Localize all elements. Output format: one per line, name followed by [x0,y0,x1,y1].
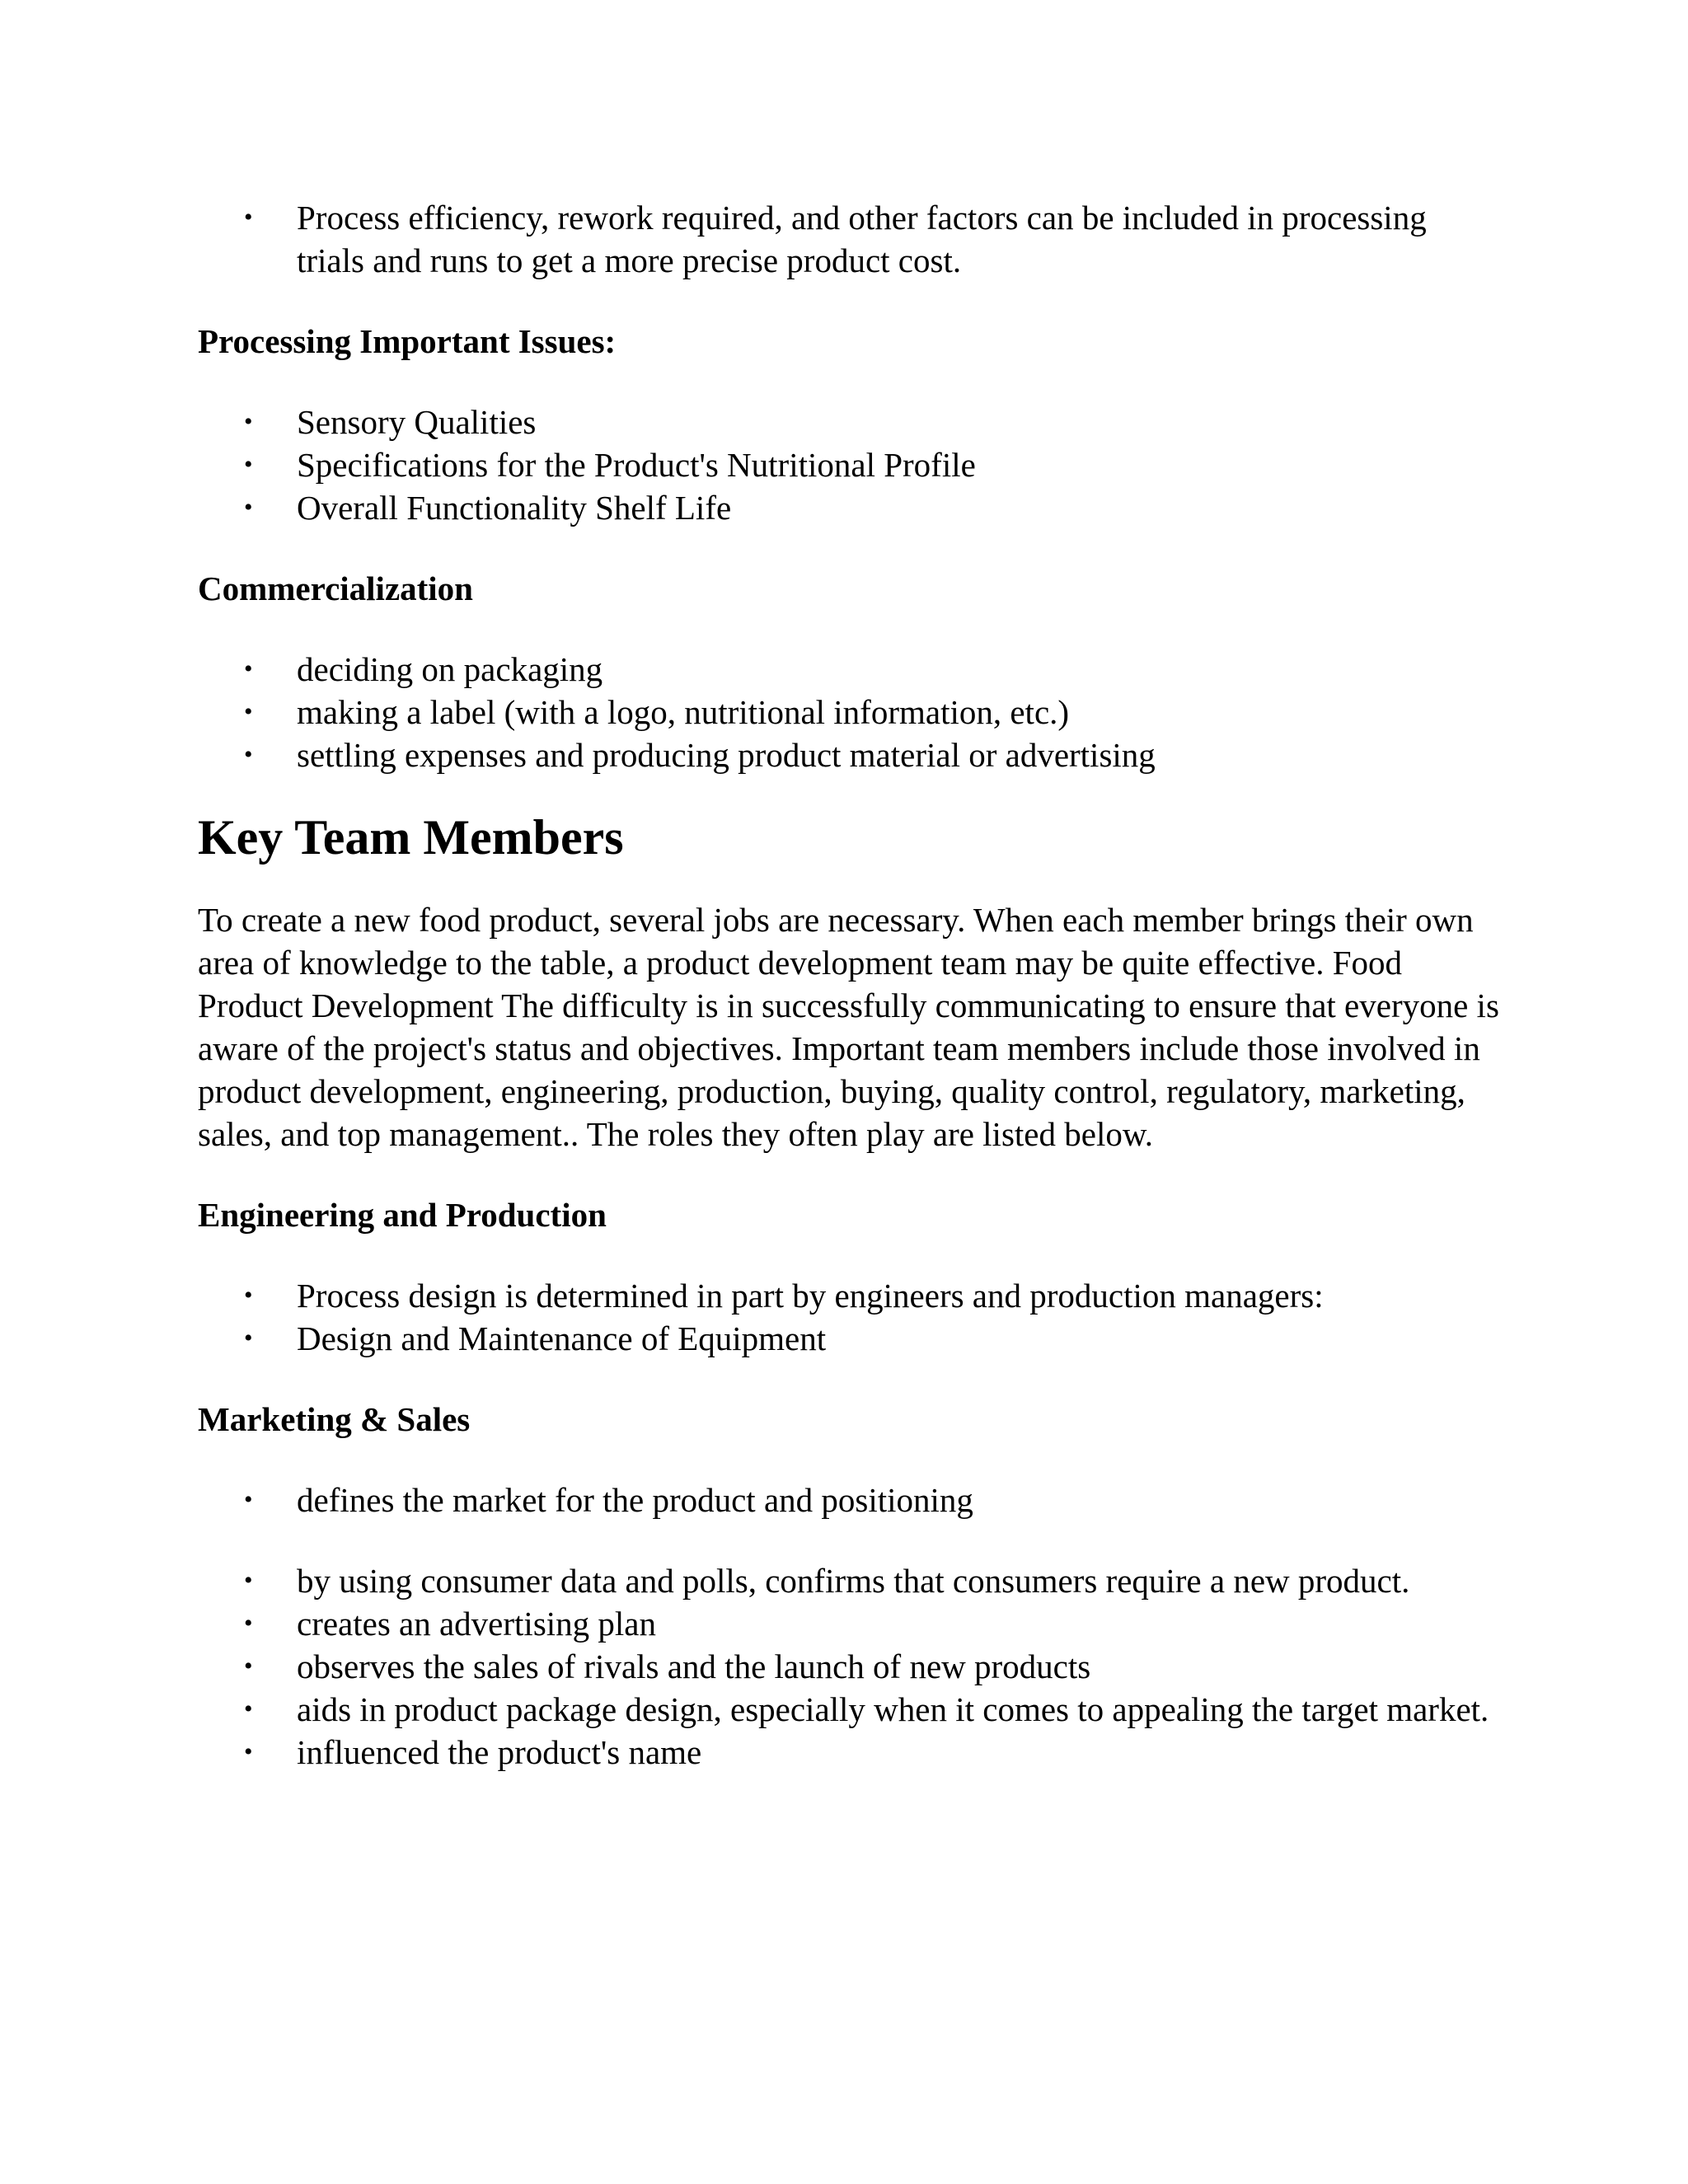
list-item [198,1479,1500,1521]
commercialization-heading: Commercialization [198,569,473,607]
engineering-heading: Engineering and Production [198,1196,607,1234]
list-item [198,401,1500,443]
bullet-icon: • [244,698,253,725]
bullet-icon: • [244,1610,253,1637]
bullet-icon: • [244,741,253,768]
list-item-text: by using consumer data and polls, confirms that consumers require a new product. [297,1562,1410,1600]
list-item-text: creates an advertising plan [297,1605,657,1643]
list-item [198,1645,1500,1688]
list-item [198,691,1500,733]
list-item [198,1688,1500,1731]
bullet-icon: • [244,408,253,435]
bullet-icon: • [244,1486,253,1513]
list-item [198,648,1500,691]
list-item [198,1317,1500,1360]
list-item-text: Overall Functionality Shelf Life [297,489,732,527]
list-item [198,1731,1500,1774]
bullet-icon: • [244,494,253,521]
commercialization-list [198,648,1500,776]
bullet-icon: • [244,655,253,682]
list-item-text: observes the sales of rivals and the launch of new products [297,1647,1091,1685]
bullet-icon: • [244,1324,253,1352]
processing-issues-list [198,401,1500,529]
engineering-list [198,1274,1500,1360]
list-item-text: Design and Maintenance of Equipment [297,1319,827,1357]
list-item-text: making a label (with a logo, nutritional information, etc.) [297,693,1070,731]
list-item-text: deciding on packaging [297,650,603,688]
list-item-text: Sensory Qualities [297,403,537,441]
intro-list [198,196,1500,282]
list-item [198,196,1500,282]
list-item-text: defines the market for the product and positioning [297,1481,973,1519]
bullet-icon: • [244,1567,253,1594]
list-item-text: influenced the product's name [297,1733,702,1771]
list-item [198,486,1500,529]
list-item-text: Process design is determined in part by engineers and production managers: [297,1277,1324,1315]
bullet-icon: • [244,1695,253,1722]
marketing-heading: Marketing & Sales [198,1400,471,1438]
bullet-icon: • [244,1652,253,1680]
processing-issues-heading: Processing Important Issues: [198,322,617,360]
list-item-text: Process efficiency, rework required, and other factors can be included in processing trials and runs to get a more precise product cost. [297,199,1427,279]
bullet-icon: • [244,451,253,478]
list-item-text: settling expenses and producing product material or advertising [297,736,1156,774]
bullet-icon: • [244,1738,253,1765]
list-item-text: Specifications for the Product's Nutritional Profile [297,446,976,484]
marketing-list [198,1559,1500,1774]
key-team-heading: Key Team Members [198,810,624,865]
page-content [198,196,1500,1774]
key-team-paragraph: To create a new food product, several jobs are necessary. When each member brings their own area of knowledge to the table, a product development team may be quite effective. Food Product Development The difficulty is in successfully communicating to ensure that everyone is aware of the project's status and objectives. Important team members include those involved in product development, engineering, production, buying, quality control, regulatory, marketing, sales, and top management.. The roles they often play are listed below. [198,901,1499,1153]
list-item [198,733,1500,776]
list-item [198,1602,1500,1645]
list-item [198,443,1500,486]
marketing-list-first [198,1479,1500,1521]
list-item [198,1559,1500,1602]
list-item-text: aids in product package design, especially when it comes to appealing the target market. [297,1690,1489,1728]
bullet-icon: • [244,1282,253,1309]
bullet-icon: • [244,204,253,231]
list-item [198,1274,1500,1317]
